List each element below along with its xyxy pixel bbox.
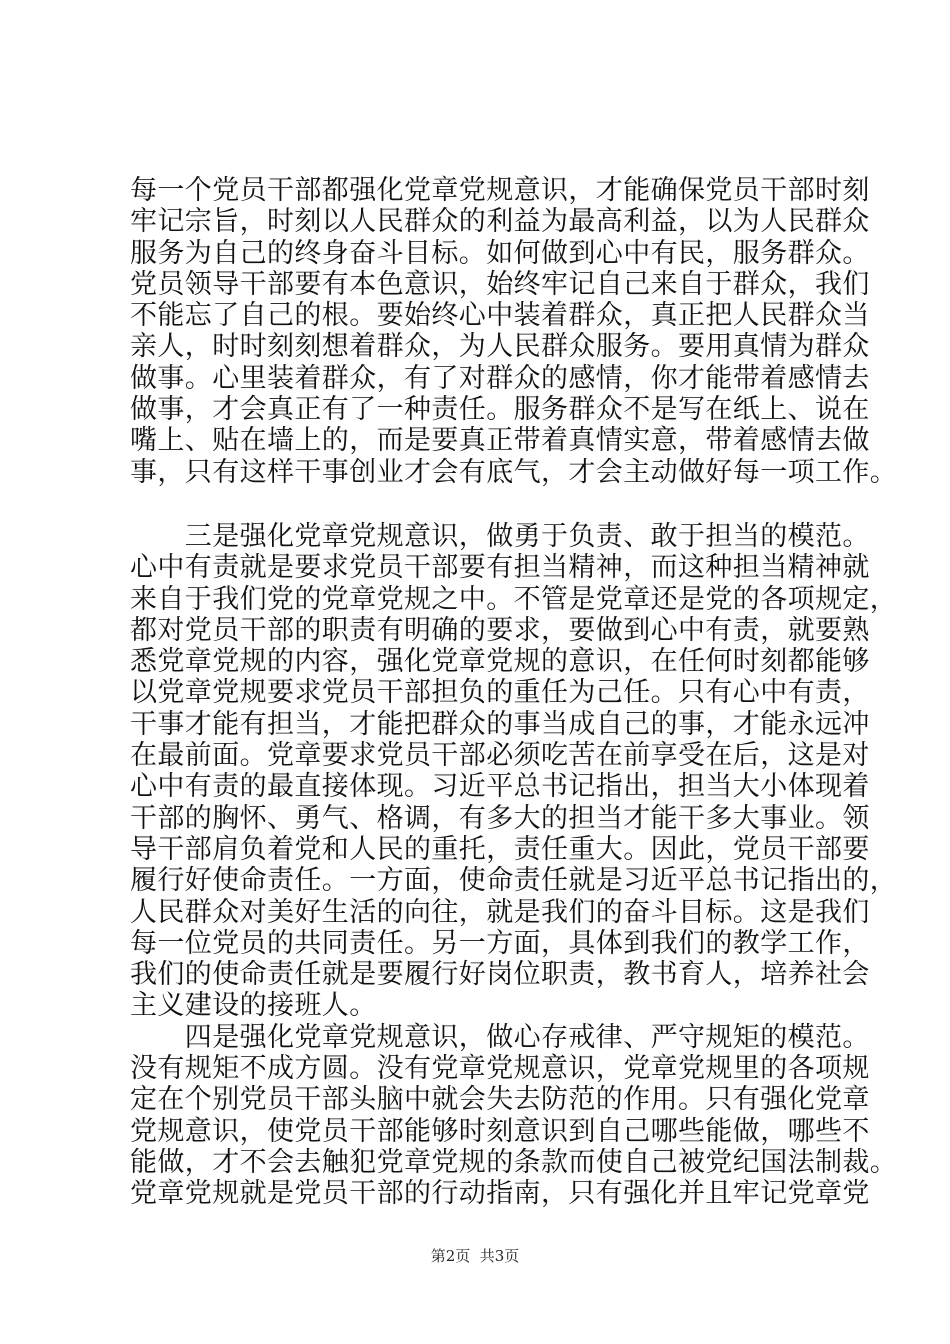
text-line: 服务为自己的终身奋斗目标。如何做到心中有民，服务群众。 <box>130 237 870 269</box>
text-line: 三是强化党章党规意识，做勇于负责、敢于担当的模范。 <box>130 520 870 552</box>
text-line: 不能忘了自己的根。要始终心中装着群众，真正把人民群众当 <box>130 300 870 332</box>
text-line: 履行好使命责任。一方面，使命责任就是习近平总书记指出的， <box>130 865 898 897</box>
text-line: 以党章党规要求党员干部担负的重任为己任。只有心中有责， <box>130 677 870 709</box>
text-line: 牢记宗旨，时刻以人民群众的利益为最高利益，以为人民群众 <box>130 206 870 238</box>
text-line: 都对党员干部的职责有明确的要求，要做到心中有责，就要熟 <box>130 614 870 646</box>
text-line: 人民群众对美好生活的向往，就是我们的奋斗目标。这是我们 <box>130 896 870 928</box>
text-line: 来自于我们党的党章党规之中。不管是党章还是党的各项规定， <box>130 583 898 615</box>
text-line: 主义建设的接班人。 <box>130 990 377 1022</box>
text-line: 做事。心里装着群众，有了对群众的感情，你才能带着感情去 <box>130 362 870 394</box>
text-line: 亲人，时时刻刻想着群众，为人民群众服务。要用真情为群众 <box>130 331 870 363</box>
paragraph-1 <box>130 175 898 488</box>
text-line: 在最前面。党章要求党员干部必须吃苦在前享受在后，这是对 <box>130 740 870 772</box>
paragraph-3 <box>130 1021 898 1210</box>
text-line: 定在个别党员干部头脑中就会失去防范的作用。只有强化党章 <box>130 1084 870 1116</box>
text-line: 心中有责的最直接体现。习近平总书记指出，担当大小体现着 <box>130 771 870 803</box>
text-line: 干事才能有担当，才能把群众的事当成自己的事，才能永远冲 <box>130 708 870 740</box>
paragraph-2 <box>130 520 898 1022</box>
body-text <box>130 175 898 1210</box>
text-line: 党员领导干部要有本色意识，始终牢记自己来自于群众，我们 <box>130 268 870 300</box>
text-line: 每一位党员的共同责任。另一方面，具体到我们的教学工作， <box>130 927 870 959</box>
text-line: 四是强化党章党规意识，做心存戒律、严守规矩的模范。 <box>130 1021 870 1053</box>
text-line: 做事，才会真正有了一种责任。服务群众不是写在纸上、说在 <box>130 394 870 426</box>
text-line: 党章党规就是党员干部的行动指南，只有强化并且牢记党章党 <box>130 1178 870 1210</box>
text-line: 干部的胸怀、勇气、格调，有多大的担当才能干多大事业。领 <box>130 802 870 834</box>
paragraph-gap <box>130 488 850 521</box>
page-footer <box>0 1246 950 1266</box>
text-line: 能做，才不会去触犯党章党规的条款而使自己被党纪国法制裁。 <box>130 1146 898 1178</box>
text-line: 每一个党员干部都强化党章党规意识，才能确保党员干部时刻 <box>130 175 870 206</box>
text-line: 事，只有这样干事创业才会有底气，才会主动做好每一项工作。 <box>130 456 898 488</box>
text-line: 嘴上、贴在墙上的，而是要真正带着真情实意，带着感情去做 <box>130 425 870 457</box>
page-number: 第2页 共3页 <box>430 1247 520 1265</box>
text-line: 导干部肩负着党和人民的重托，责任重大。因此，党员干部要 <box>130 833 870 865</box>
text-line: 心中有责就是要求党员干部要有担当精神，而这种担当精神就 <box>130 552 870 584</box>
text-line: 党规意识，使党员干部能够时刻意识到自己哪些能做，哪些不 <box>130 1115 870 1147</box>
text-line: 悉党章党规的内容，强化党章党规的意识，在任何时刻都能够 <box>130 646 870 678</box>
text-line: 没有规矩不成方圆。没有党章党规意识，党章党规里的各项规 <box>130 1053 870 1085</box>
text-line: 我们的使命责任就是要履行好岗位职责，教书育人，培养社会 <box>130 959 870 991</box>
